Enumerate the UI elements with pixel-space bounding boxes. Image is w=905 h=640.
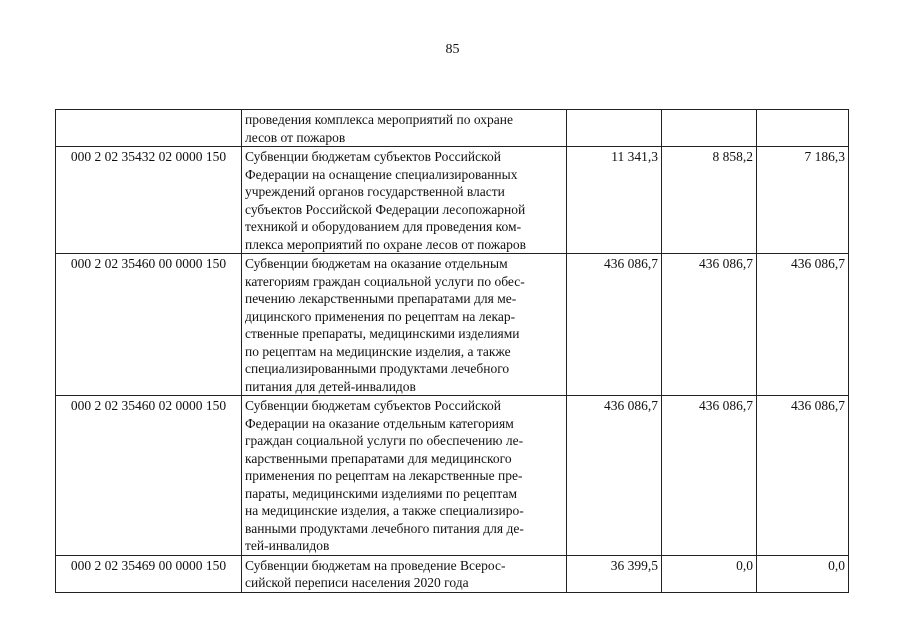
description-cell xyxy=(242,110,567,147)
amount-cell-1: 436 086,7 xyxy=(567,254,662,396)
description-line: техникой и оборудованием для проведения ком- xyxy=(245,219,522,234)
amount-cell-2 xyxy=(662,110,757,147)
description-line: плекса мероприятий по охране лесов от пожаров xyxy=(245,236,526,252)
amount-cell-2: 436 086,7 xyxy=(662,254,757,396)
description-line: Субвенции бюджетам на оказание отдельным xyxy=(245,256,508,271)
amount-cell-2: 436 086,7 xyxy=(662,396,757,556)
amount-cell-2: 8 858,2 xyxy=(662,147,757,254)
amount-cell-3: 7 186,3 xyxy=(757,147,849,254)
amount-cell-3: 0,0 xyxy=(757,555,849,592)
table-row xyxy=(56,396,849,556)
description-line: Федерации на оказание отдельным категориям xyxy=(245,415,514,431)
amount-cell-3: 436 086,7 xyxy=(757,396,849,556)
description-line: субъектов Российской Федерации лесопожарной xyxy=(245,201,526,217)
budget-code-cell: 000 2 02 35469 00 0000 150 xyxy=(56,555,242,592)
description-cell xyxy=(242,555,567,592)
table-row xyxy=(56,147,849,254)
table-row xyxy=(56,555,849,592)
description-line: лесов от пожаров xyxy=(245,129,346,145)
description-line: применения по рецептам на лекарственные пре- xyxy=(245,468,523,483)
description-line: Субвенции бюджетам на проведение Всерос- xyxy=(245,557,506,573)
description-line: дицинского применения по рецептам на лекар- xyxy=(245,308,516,324)
description-line: Субвенции бюджетам субъектов Российской xyxy=(245,149,501,164)
budget-table xyxy=(55,109,849,593)
amount-cell-1: 436 086,7 xyxy=(567,396,662,556)
description-cell xyxy=(242,147,567,254)
amount-cell-3 xyxy=(757,110,849,147)
description-line: проведения комплекса мероприятий по охране xyxy=(245,112,513,127)
amount-cell-1 xyxy=(567,110,662,147)
amount-cell-1: 36 399,5 xyxy=(567,555,662,592)
description-line: учреждений органов государственной власти xyxy=(245,184,505,199)
budget-code-cell: 000 2 02 35460 00 0000 150 xyxy=(56,254,242,396)
description-line: ванными продуктами лечебного питания для де- xyxy=(245,520,524,536)
budget-code-cell xyxy=(56,110,242,147)
page-number: 85 xyxy=(445,42,460,57)
budget-code-cell: 000 2 02 35432 02 0000 150 xyxy=(56,147,242,254)
description-cell xyxy=(242,396,567,556)
amount-cell-3: 436 086,7 xyxy=(757,254,849,396)
description-line: Федерации на оснащение специализированных xyxy=(245,166,518,182)
amount-cell-2: 0,0 xyxy=(662,555,757,592)
description-line: по рецептам на медицинские изделия, а также xyxy=(245,343,511,359)
table-row xyxy=(56,254,849,396)
table-row xyxy=(56,110,849,147)
description-line: специализированными продуктами лечебного xyxy=(245,361,510,376)
description-line: сийской переписи населения 2020 года xyxy=(245,575,469,590)
budget-table-body xyxy=(56,110,849,593)
description-line: карственными препаратами для медицинского xyxy=(245,450,512,466)
description-line: ственные препараты, медицинскими изделиями xyxy=(245,326,520,341)
description-line: печению лекарственными препаратами для ме- xyxy=(245,291,517,306)
description-line: граждан социальной услуги по обеспечению ле- xyxy=(245,433,524,448)
description-line: Субвенции бюджетам субъектов Российской xyxy=(245,398,501,413)
description-line: питания для детей-инвалидов xyxy=(245,378,416,394)
description-line: категориям граждан социальной услуги по обес- xyxy=(245,273,525,289)
amount-cell-1: 11 341,3 xyxy=(567,147,662,254)
description-cell xyxy=(242,254,567,396)
description-line: тей-инвалидов xyxy=(245,538,330,553)
budget-code-cell: 000 2 02 35460 02 0000 150 xyxy=(56,396,242,556)
description-line: на медицинские изделия, а также специализиро- xyxy=(245,503,524,518)
description-line: параты, медицинскими изделиями по рецептам xyxy=(245,485,517,501)
